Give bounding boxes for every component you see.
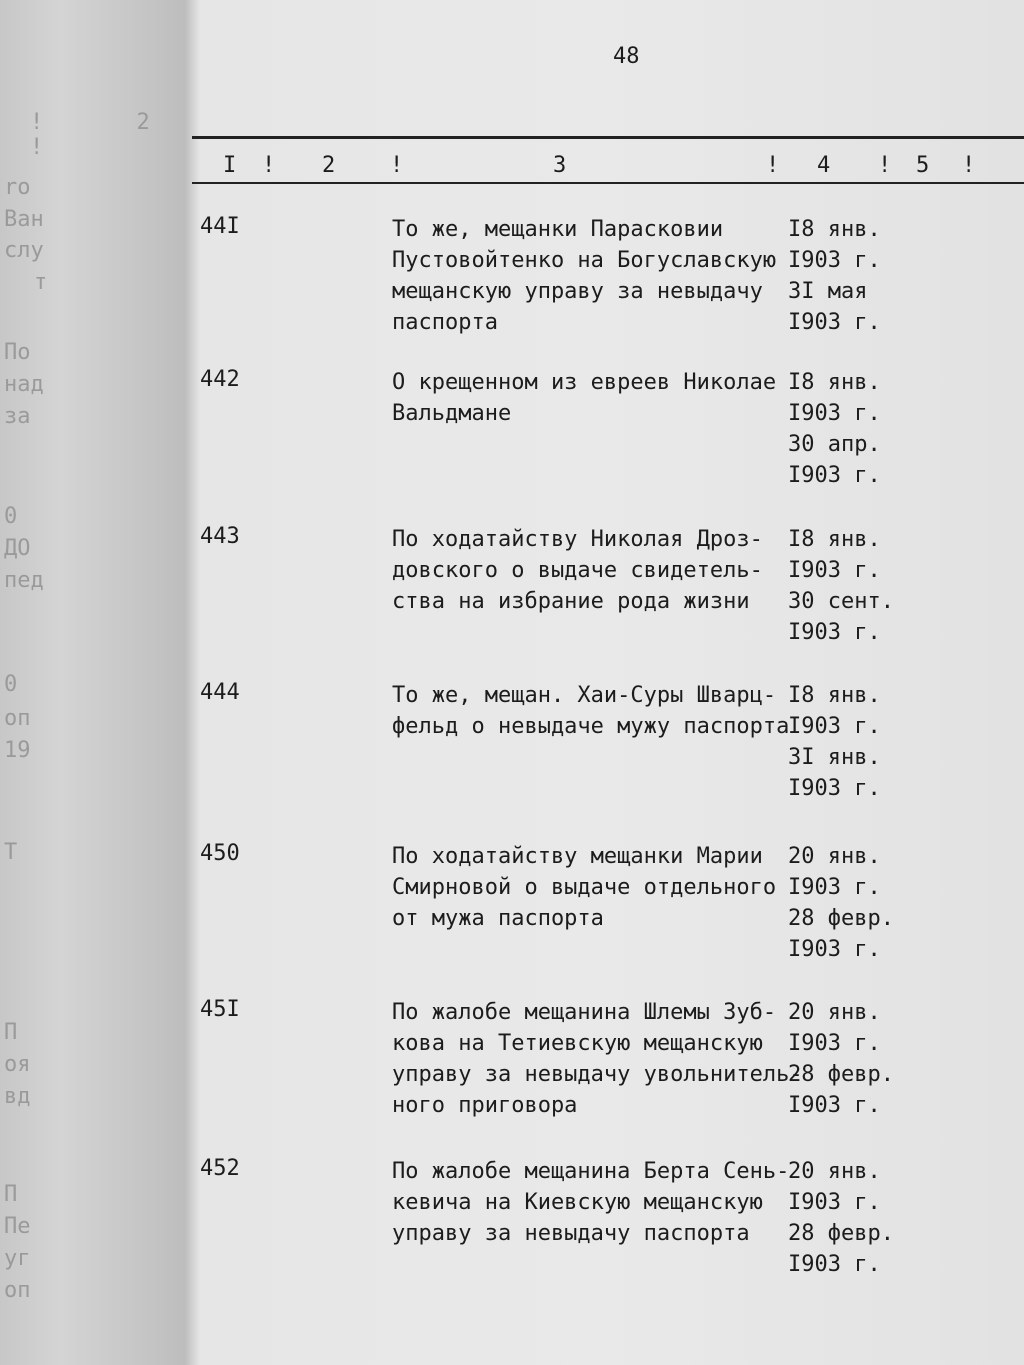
row-number: 450 [200,841,240,866]
ghost-line: пед [4,568,44,593]
ghost-line: оп [4,706,31,731]
column-separator: ! [962,153,976,178]
row-description: По жалобе мещанина Шлемы Зуб- кова на Тетиевскую мещанскую управу за невыдачу увольнитель- ного приговора [392,1000,803,1118]
ghost-line: Пе [4,1214,31,1239]
ghost-line: 0 [4,672,18,697]
row-description: То же, мещанки Парасковии Пустовойтенко на Богуславскую мещанскую управу за невыдачу паспорта [392,217,777,335]
header-rule-top [192,136,1024,139]
row-description: По жалобе мещанина Берта Сень- кевича на Киевскую мещанскую управу за невыдачу паспорта [392,1159,790,1246]
left-page-ghost [0,0,190,1365]
ghost-line: уг [4,1246,31,1271]
row-description: То же, мещан. Хаи-Суры Шварц- фельд о невыдаче мужу паспорта [392,683,790,739]
row-dates: I8 янв. I903 г. 3I янв. I903 г. [788,683,881,801]
row-number: 443 [200,524,240,549]
row-dates: 20 янв. I903 г. 28 февр. I903 г. [788,844,894,962]
row-dates: I8 янв. I903 г. 30 апр. I903 г. [788,370,881,488]
ghost-line: т [34,270,48,295]
column-2-header: 2 [322,153,336,178]
row-dates: I8 янв. I903 г. 30 сент. I903 г. [788,527,894,645]
ghost-line: оп [4,1278,31,1303]
ghost-line: П [4,1020,18,1045]
column-separator: ! [878,153,892,178]
column-separator: ! [262,153,276,178]
column-separator: ! [766,153,780,178]
ghost-line: за [4,404,31,429]
row-dates: 20 янв. I903 г. 28 февр. I903 г. [788,1159,894,1277]
column-1-header: I [223,153,237,178]
ghost-line: Ван [4,207,44,232]
ghost-line: вд [4,1084,31,1109]
ghost-line: слу [4,238,44,263]
ghost-line: ! 2 ! [30,110,190,160]
ghost-line: 0 [4,504,18,529]
row-number: 444 [200,680,240,705]
ghost-line: По [4,340,31,365]
ghost-line: над [4,372,44,397]
row-number: 442 [200,367,240,392]
row-number: 45I [200,997,240,1022]
header-rule-bottom [192,182,1024,184]
ghost-line: П [4,1182,18,1207]
ghost-line: оя [4,1052,31,1077]
column-5-header: 5 [916,153,930,178]
row-description: По ходатайству мещанки Марии Смирновой о выдаче отдельного от мужа паспорта [392,844,777,931]
page-number: 48 [613,44,640,69]
row-description: По ходатайству Николая Дроз- довского о выдаче свидетель- ства на избрание рода жизни [392,527,763,614]
column-separator: ! [390,153,404,178]
ghost-line: ДО [4,536,31,561]
ghost-line: ro [4,175,31,200]
row-dates: 20 янв. I903 г. 28 февр. I903 г. [788,1000,894,1118]
ghost-line: 19 [4,738,31,763]
ghost-line: Т [4,840,18,865]
row-number: 452 [200,1156,240,1181]
row-description: О крещенном из евреев Николае Вальдмане [392,370,777,426]
column-3-header: 3 [553,153,567,178]
row-number: 44I [200,214,240,239]
column-4-header: 4 [817,153,831,178]
row-dates: I8 янв. I903 г. 3I мая I903 г. [788,217,881,335]
